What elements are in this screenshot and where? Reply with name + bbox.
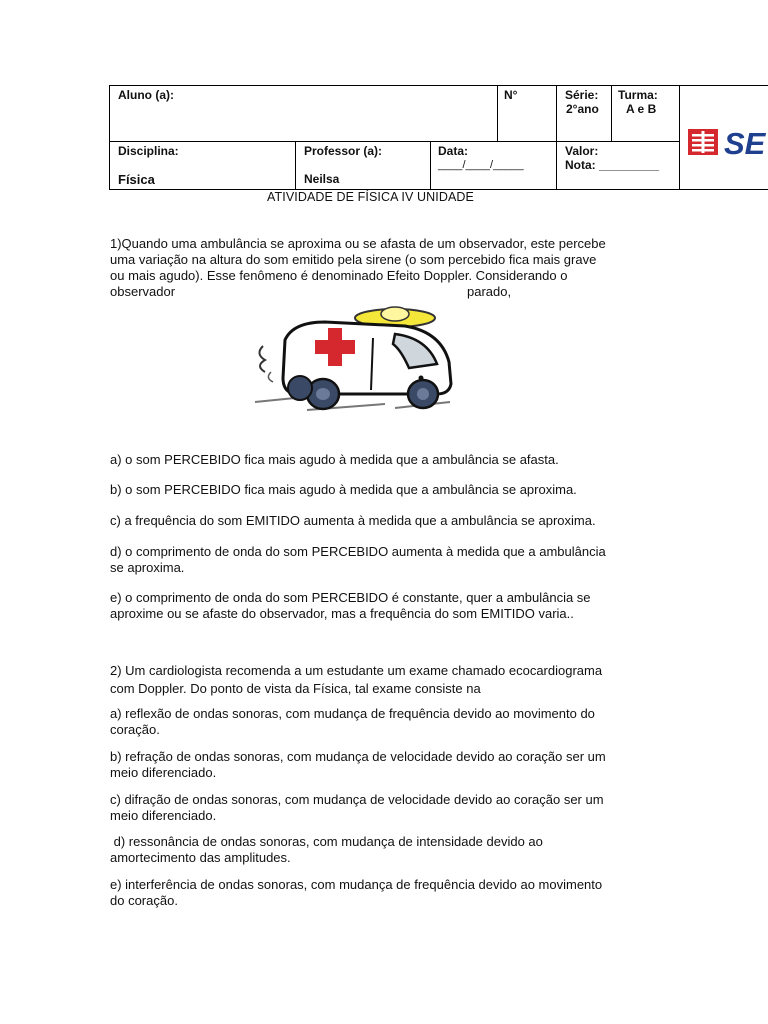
serie-value: 2°ano bbox=[566, 102, 599, 116]
professor-value: Neilsa bbox=[304, 172, 340, 186]
q1-option-e bbox=[110, 590, 665, 622]
header-table bbox=[109, 85, 768, 190]
q2-option-d-line: d) ressonância de ondas sonoras, com mudança de intensidade devido ao bbox=[110, 834, 543, 849]
q2-option-e-line: e) interferência de ondas sonoras, com mudança de frequência devido ao movimento bbox=[110, 877, 603, 892]
q1-line: uma variação na altura do som emitido pela sirene (o som percebido fica mais grave bbox=[110, 252, 597, 267]
q2-line: 2) Um cardiologista recomenda a um estudante um exame chamado ecocardiograma bbox=[110, 663, 603, 678]
numero-cell bbox=[497, 85, 557, 142]
q2-option-a-line: coração. bbox=[110, 722, 160, 737]
q1-parado: parado, bbox=[467, 284, 512, 299]
professor-cell bbox=[295, 141, 431, 190]
turma-label: Turma: bbox=[618, 88, 658, 102]
ambulance-illustration bbox=[245, 298, 460, 420]
valor-nota-cell bbox=[556, 141, 680, 190]
page-title: ATIVIDADE DE FÍSICA IV UNIDADE bbox=[267, 190, 474, 204]
school-logo bbox=[688, 126, 768, 161]
q2-option-e-line: do coração. bbox=[110, 893, 178, 908]
q2-line: com Doppler. Do ponto de vista da Física, tal exame consiste na bbox=[110, 681, 481, 696]
valor-label: Valor: bbox=[565, 144, 599, 158]
q1-observador: observador bbox=[110, 284, 176, 299]
q1-option-e-line: aproxime ou se afaste do observador, mas a frequência do som EMITIDO varia.. bbox=[110, 606, 574, 621]
aluno-cell bbox=[109, 85, 498, 142]
q2-option-b-line: meio diferenciado. bbox=[110, 765, 217, 780]
logo-text: SE bbox=[724, 126, 766, 158]
data-label: Data: bbox=[438, 144, 469, 158]
q2-option-d-line: amortecimento das amplitudes. bbox=[110, 850, 291, 865]
disciplina-label: Disciplina: bbox=[118, 144, 179, 158]
turma-cell bbox=[611, 85, 680, 142]
q2-option-e bbox=[110, 877, 665, 909]
q1-option-c bbox=[110, 513, 665, 529]
disciplina-cell bbox=[109, 141, 296, 190]
q2-option-b-line: b) refração de ondas sonoras, com mudança de velocidade devido ao coração ser um bbox=[110, 749, 606, 764]
professor-label: Professor (a): bbox=[304, 144, 383, 158]
school-logo-icon bbox=[688, 126, 768, 158]
data-value: ____/____/_____ bbox=[438, 159, 524, 171]
nota-label: Nota: _________ bbox=[565, 158, 660, 172]
q1-option-d bbox=[110, 544, 665, 576]
q2-option-c-line: c) difração de ondas sonoras, com mudança de velocidade devido ao coração ser um bbox=[110, 792, 604, 807]
q1-option-c-line: c) a frequência do som EMITIDO aumenta à medida que a ambulância se aproxima. bbox=[110, 513, 596, 528]
q2-option-b bbox=[110, 749, 665, 781]
numero-label: N° bbox=[504, 88, 518, 102]
q2-option-d bbox=[110, 834, 665, 866]
data-cell bbox=[430, 141, 557, 190]
question-1-text bbox=[110, 236, 665, 300]
logo-cell bbox=[679, 85, 768, 190]
q1-option-d-line: se aproxima. bbox=[110, 560, 185, 575]
q1-option-a bbox=[110, 452, 665, 468]
turma-value: A e B bbox=[626, 102, 657, 116]
q2-option-c bbox=[110, 792, 665, 824]
serie-label: Série: bbox=[565, 88, 599, 102]
aluno-label: Aluno (a): bbox=[118, 88, 174, 102]
q2-option-c-line: meio diferenciado. bbox=[110, 808, 217, 823]
serie-cell bbox=[556, 85, 612, 142]
q1-option-d-line: d) o comprimento de onda do som PERCEBIDO aumenta à medida que a ambulância bbox=[110, 544, 606, 559]
q2-option-a bbox=[110, 706, 665, 738]
q1-line: 1)Quando uma ambulância se aproxima ou se afasta de um observador, este percebe bbox=[110, 236, 606, 251]
q1-line: ou mais agudo). Esse fenômeno é denominado Efeito Doppler. Considerando o bbox=[110, 268, 568, 283]
q1-option-b-line: b) o som PERCEBIDO fica mais agudo à medida que a ambulância se aproxima. bbox=[110, 482, 577, 497]
disciplina-value: Física bbox=[118, 172, 155, 187]
q1-option-a-line: a) o som PERCEBIDO fica mais agudo à medida que a ambulância se afasta. bbox=[110, 452, 559, 467]
q1-option-b bbox=[110, 482, 665, 498]
q1-option-e-line: e) o comprimento de onda do som PERCEBIDO é constante, quer a ambulância se bbox=[110, 590, 591, 605]
ambulance-icon bbox=[245, 298, 460, 420]
q2-option-a-line: a) reflexão de ondas sonoras, com mudança de frequência devido ao movimento do bbox=[110, 706, 595, 721]
question-2-text bbox=[110, 662, 665, 698]
